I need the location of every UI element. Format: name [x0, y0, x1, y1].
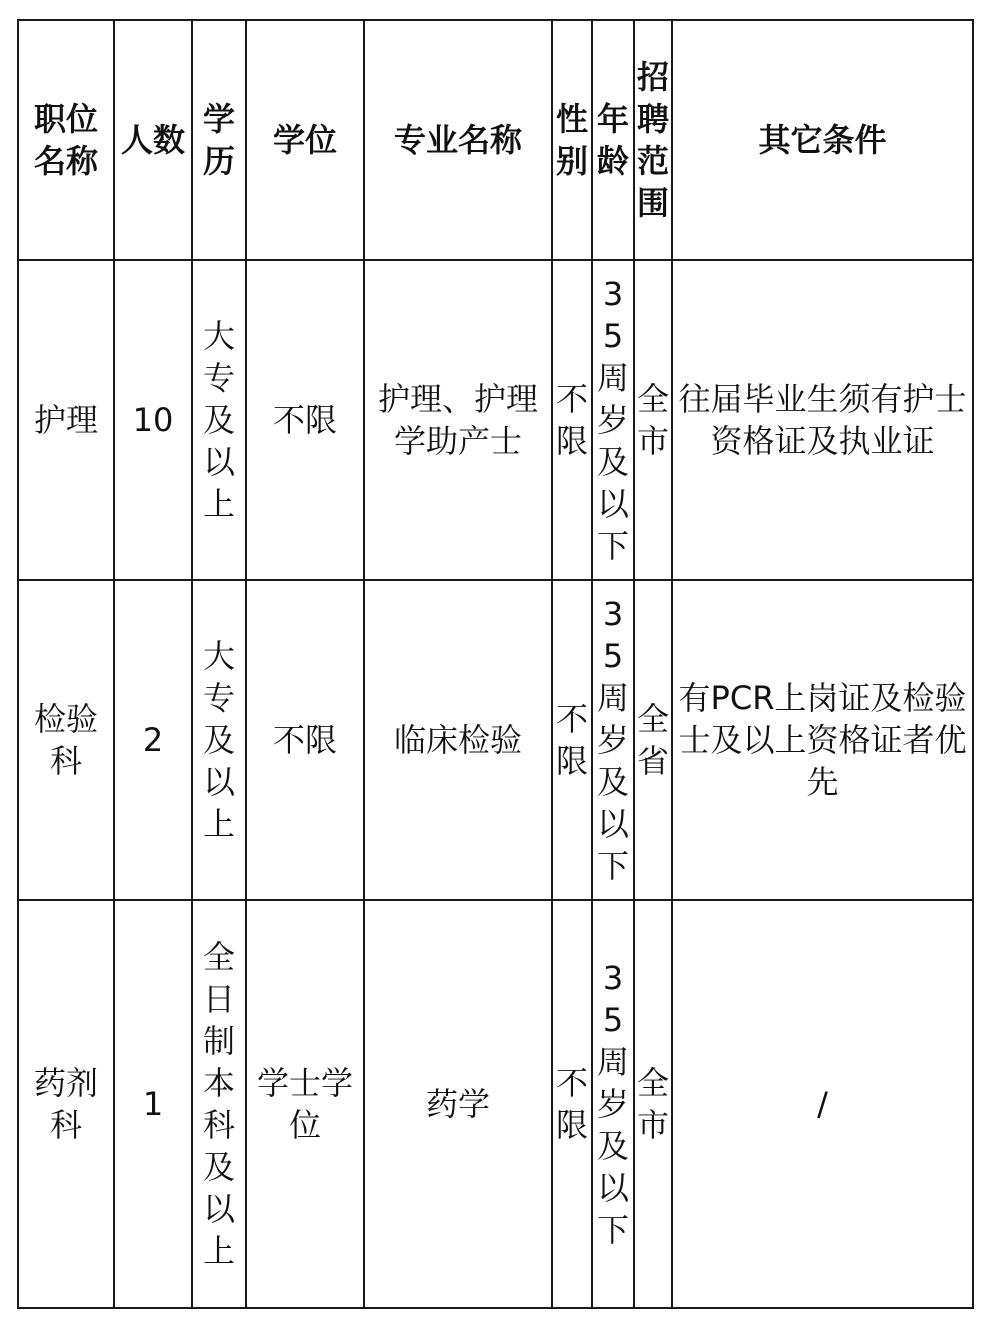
cell-age: 35周岁及以下 [592, 580, 634, 900]
cell-scope: 全市 [634, 900, 672, 1308]
cell-scope: 全省 [634, 580, 672, 900]
cell-major: 临床检验 [364, 580, 552, 900]
header-cell-position: 职位名称 [18, 20, 114, 260]
cell-position: 检验科 [18, 580, 114, 900]
cell-age: 35周岁及以下 [592, 900, 634, 1308]
cell-education: 全日制本科及以上 [192, 900, 246, 1308]
cell-age: 35周岁及以下 [592, 260, 634, 580]
table-row [18, 900, 973, 1308]
cell-gender: 不限 [552, 260, 592, 580]
cell-other: 有PCR上岗证及检验士及以上资格证者优先 [672, 580, 973, 900]
cell-degree: 不限 [246, 260, 364, 580]
cell-major: 药学 [364, 900, 552, 1308]
cell-position: 护理 [18, 260, 114, 580]
table-row [18, 580, 973, 900]
header-cell-education: 学历 [192, 20, 246, 260]
header-cell-gender: 性别 [552, 20, 592, 260]
cell-degree: 不限 [246, 580, 364, 900]
cell-gender: 不限 [552, 580, 592, 900]
table-header-row [18, 20, 973, 260]
cell-education: 大专及以上 [192, 580, 246, 900]
header-cell-count: 人数 [114, 20, 192, 260]
cell-gender: 不限 [552, 900, 592, 1308]
header-cell-other: 其它条件 [672, 20, 973, 260]
header-cell-age: 年龄 [592, 20, 634, 260]
cell-major: 护理、护理学助产士 [364, 260, 552, 580]
cell-count: 1 [114, 900, 192, 1308]
header-cell-major: 专业名称 [364, 20, 552, 260]
cell-other: 往届毕业生须有护士资格证及执业证 [672, 260, 973, 580]
cell-scope: 全市 [634, 260, 672, 580]
cell-other: / [672, 900, 973, 1308]
table-row [18, 260, 973, 580]
cell-degree: 学士学位 [246, 900, 364, 1308]
cell-count: 10 [114, 260, 192, 580]
cell-count: 2 [114, 580, 192, 900]
cell-position: 药剂科 [18, 900, 114, 1308]
header-cell-scope: 招聘范围 [634, 20, 672, 260]
cell-education: 大专及以上 [192, 260, 246, 580]
header-cell-degree: 学位 [246, 20, 364, 260]
recruitment-table-container [17, 19, 974, 1309]
recruitment-table [17, 19, 974, 1309]
